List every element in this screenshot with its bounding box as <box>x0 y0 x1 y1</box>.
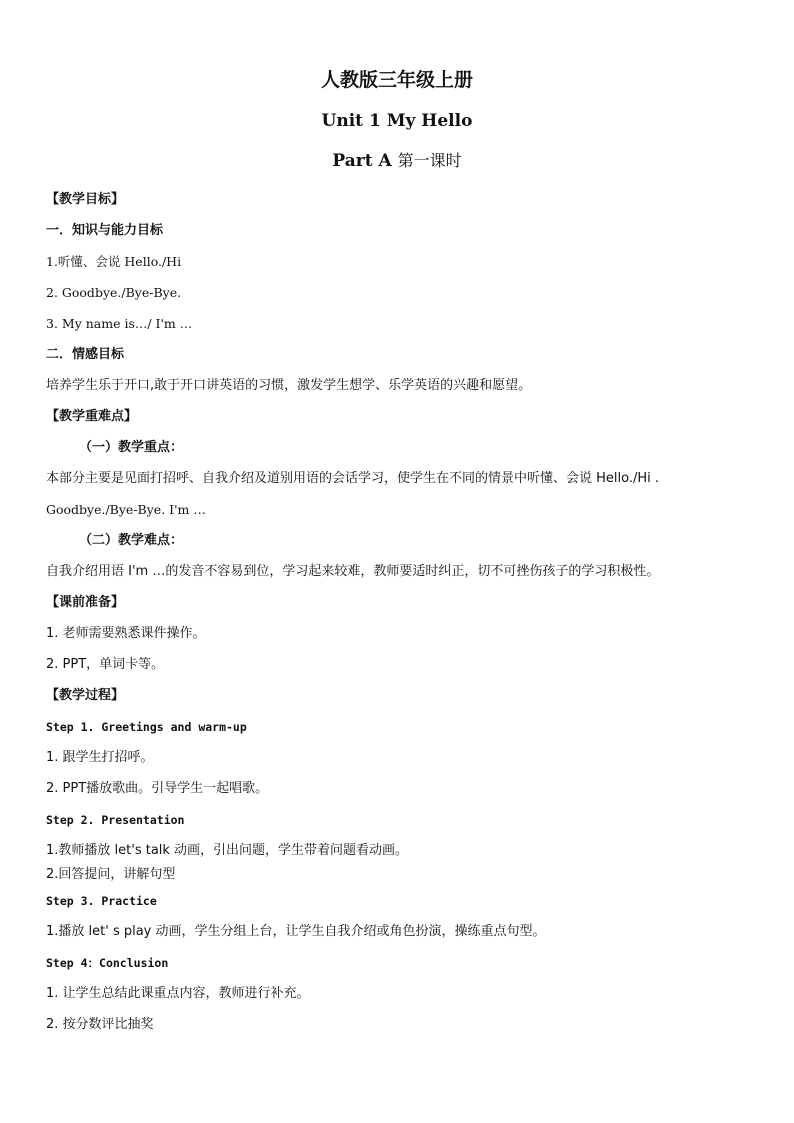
step-2-heading: Step 2. Presentation <box>46 813 185 827</box>
step-3-heading: Step 3. Practice <box>46 894 157 908</box>
key-points-heading: 【教学重难点】 <box>46 409 138 424</box>
preparation-item-1: 1. 老师需要熟悉课件操作。 <box>46 626 206 641</box>
step-4-heading: Step 4：Conclusion <box>46 956 169 970</box>
knowledge-item-2: 2. Goodbye./Bye-Bye. <box>46 285 182 300</box>
objectives-heading: 【教学目标】 <box>46 192 125 207</box>
step-4-item-2: 2. 按分数评比抽奖 <box>46 1017 154 1032</box>
step-1-heading: Step 1. Greetings and warm-up <box>46 720 247 734</box>
process-heading: 【教学过程】 <box>46 688 125 703</box>
step-1-item-2: 2. PPT播放歌曲。引导学生一起唱歌。 <box>46 781 269 796</box>
unit-title: Unit 1 My Hello <box>321 111 473 131</box>
step-2-item-2: 2.回答提问，讲解句型 <box>46 867 176 882</box>
document-title: 人教版三年级上册 <box>320 69 473 91</box>
preparation-heading: 【课前准备】 <box>46 595 125 610</box>
part-cn: 第一课时 <box>397 151 462 170</box>
focus-text-line-2: Goodbye./Bye-Bye. I'm … <box>46 502 206 517</box>
preparation-item-2: 2. PPT，单词卡等。 <box>46 657 165 672</box>
emotion-text: 培养学生乐于开口,敢于开口讲英语的习惯，激发学生想学、乐学英语的兴趣和愿望。 <box>46 378 532 393</box>
difficulty-heading: （二）教学难点： <box>79 533 184 548</box>
step-1-item-1: 1. 跟学生打招呼。 <box>46 750 154 765</box>
part-title <box>46 150 748 172</box>
knowledge-heading: 一．知识与能力目标 <box>46 223 164 238</box>
focus-heading: （一）教学重点： <box>79 440 184 455</box>
step-3-item-1: 1.播放 let' s play 动画，学生分组上台，让学生自我介绍或角色扮演，操练重点句型。 <box>46 924 546 939</box>
difficulty-text: 自我介绍用语 I'm …的发音不容易到位，学习起来较难，教师要适时纠正，切不可挫伤孩子的学习积极性。 <box>46 564 660 579</box>
knowledge-item-3: 3. My name is…/ I'm … <box>46 316 193 331</box>
part-en: Part A <box>332 151 392 171</box>
step-4-item-1: 1. 让学生总结此课重点内容，教师进行补充。 <box>46 986 310 1001</box>
focus-text-line-1: 本部分主要是见面打招呼、自我介绍及道别用语的会话学习，使学生在不同的情景中听懂、会说 Hello./Hi . <box>46 471 660 486</box>
emotion-heading: 二．情感目标 <box>46 347 125 362</box>
knowledge-item-1: 1.听懂、会说 Hello./Hi <box>46 254 182 269</box>
step-2-item-1: 1.教师播放 let's talk 动画，引出问题，学生带着问题看动画。 <box>46 843 409 858</box>
